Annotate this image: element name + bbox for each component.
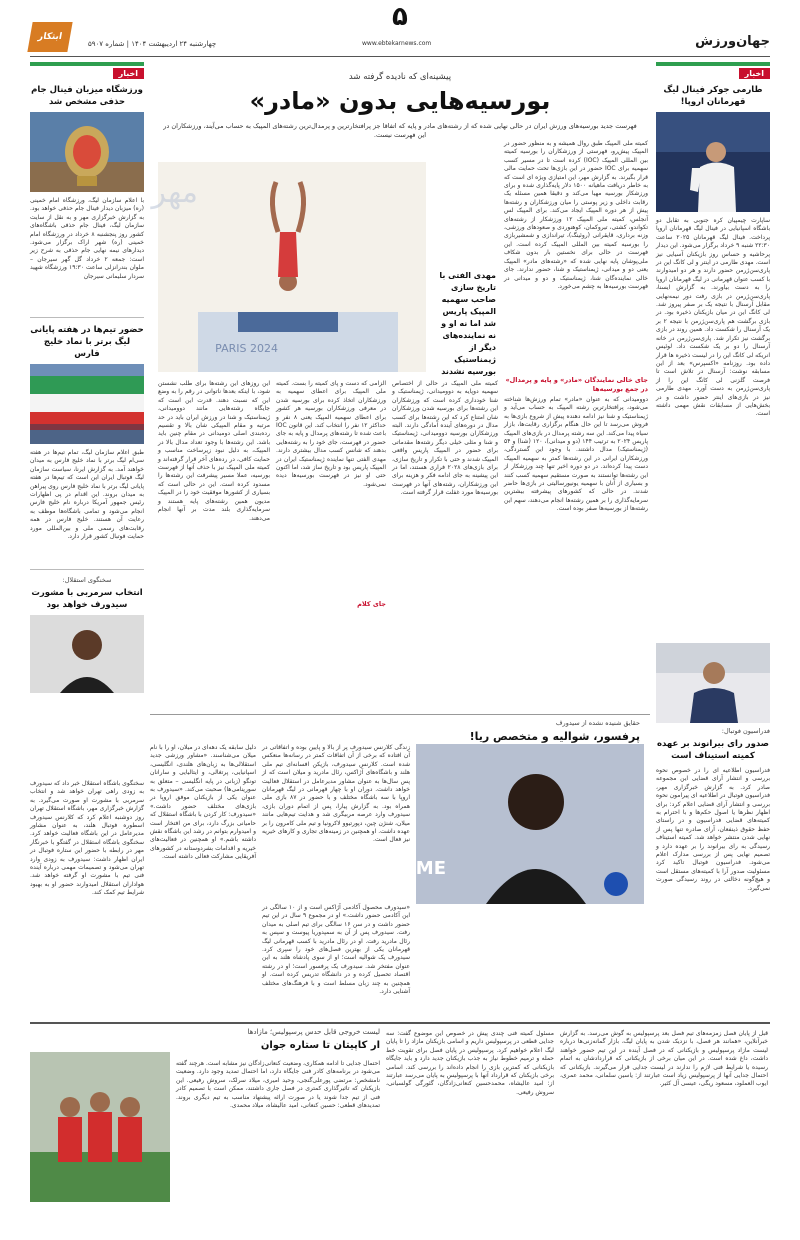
bottom-headline: ار کاپیتان تا ستاره جوان [260,1040,380,1051]
photo-welcome-text: WELCOME [343,858,446,879]
photo-persian-gulf-flag [30,364,144,444]
main-col-d: الزامی که دست و پای کمیته را بست. کمیته ملی المپیک برای اعطای سهمیه به ورزشکاران اتخاذ کرده برای بورسیه شدن در معرفی ورزشکاران بورسیه هر کشور برای اعطای سهمیه المپیک یعنی ۸ نفر و حداکثر ۱۲ نفر را انتخاب کند. این قانون IOC باعث شده تا رشته‌های پرمدال و پایه به جای حضور در فهرست، جای خود را به رشته‌هایی بدهند که شانس کسب مدال بیشتری دارند. مهدی الفتی تنها نماینده ژیمناستیک ایران در المپیک پاریس بود و تاریخ ساز شد، اما اکنون حتی او نیز در فهرست بورسیه‌ها دیده نمی‌شود. [276,380,386,488]
main-subhead-a: جای خالی نمایندگان «مادر» و پایه و پرمدال» در جمع بورسیه‌ها [505,376,648,393]
main-col-a: کمیته ملی المپیک طبق روال همیشه و به منظور حضور در المپیک پیش‌رو، فهرستی از ورزشکاران را بورسیه کمیته بین المللی المپیک (IOC) کرده است تا در مسیر کسب سهمیه برای IOC حضور در این بازی‌ها تحت حمایت مالی قرار بگیرند. به گزارش مهر، این امتیازی ویژه ای است که به خاطر دریافت ماهیانه ۱۵۰۰ دلار پایه‌گذاری شده و برای ورزشکار بورسیه مهیا می‌کند و دقیقا همین مسئله یک رقابت داخلی و زیر پوستی را میان ورزشکاران و رشته‌ها پیش از هر دوره المپیک ایجاد می‌کند. برای المپیک لس آنجلس، کمیته ملی المپیک ۱۲ ورزشکار از رشته‌های تکواندو، کشتی، تیروکمان، کوهنوردی و صعودهای ورزشی، وزنه برداری، قایقرانی (روئینگ)، تیراندازی و شمشیربازی را بورسیه کمیته بین المللی المپیک کرده است. این فهرست در حالی برای نخستین بار بدون شکاف ملی‌پوشان پایه نهایی شده که «رشته‌های مادر» المپیک یعنی دو و میدانی، ژیمناستیک و شنا، حضور ندارند. جای خالی نماینده‌گان شنا، ژیمناستیک و دو و میدانی در فهرست بورسیه‌ها به چشم می‌خورد. [504,140,649,290]
main-col-b: دوومیدانی که به عنوان «مادر» تمام ورزش‌ها شناخته می‌شود، پرافتخارترین رشته المپیک به حساب می‌آید و ژیمناستیک و شنا نیز ادامه دهنده پیش از شروع بازی‌ها به فروش می‌رسد تا این حال هنگام برگزاری رقابت‌ها، بازار سیاه پیدا می‌کند. این سه رشته پرمدال در بازی‌های المپیک پاریس ۲۰۲۴ به ترتیب ۱۴۴ (دو و میدانی)، ۱۲۰ (شنا) و ۵۴ (ژیمناستیک) مدال داشتند. با وجود این گستردگی، ورزشکاران ایرانی در این رشته‌ها کمتر به سهمیه المپیک دست پیدا کرده‌اند. در دو دوره اخیر تنها چند ورزشکار از این رشته‌ها توانستند به صورت مستقیم سهمیه کسب کنند و بسیاری از آنان با سهمیه یونیورسالیتی در بازی‌ها حاضر شدند. در حالی که کشورهای پیشرفته بیشترین سرمایه‌گذاری را بر همین رشته‌ها انجام می‌دهند، سهم این رشته‌ها از بورسیه‌ها صفر بوده است. [504,396,648,513]
feature-col-c: دلیل سابقه یک دهه‌ای در میلان، او را با نام میلان می‌شناسند. «مشاور ورزشی جدید استقلالی‌ها به زبان‌های هلندی، انگلیسی، اسپانیایی، پرتغالی، و ایتالیایی و سارانان تونگو (زبانی در پایه انگلیسی – متعلق به سورینامی‌ها) صحبت می‌کند. «سیدورف به عنوان یکی از بازیکنان موفق اروپا در بازی‌های مختلف حضور داشت.» «سیدورف: کار کردن با باشگاه استقلال که حامیانی بزرگ دارد، برای من افتخار است و امیدوارم بتوانم در رشد این باشگاه نقش داشته باشم.» او همچنین در فعالیت‌های خیریه و اقدامات بشردوستانه در کشورهای آفریقایی مشارکت فعالی داشته است. [150,744,256,861]
news-tag: اخبار [739,68,770,79]
bottom-col-b: مسئول کمیته فنی چندی پیش در خصوص این موضوع گفت: سه جدایی قطعی در پرسپولیس داریم و اسامی بازیکنان مازاد را تا پایان لیگ اعلام خواهیم کرد. پرسپولیس در پایان فصل برای تقویت خط حمله و ترمیم خطوط نیاز به جذب بازیکنان جدید دارد و باید جایگاه بازیکنانی که کمترین بازی را انجام داده‌اند را بررسی کند. اسامی برخی بازیکنان که قرارداد آنها با پرسپولیس به پایان می‌رسد عبارتند از: امید عالیشاه، محمدحسین کنعانی‌زادگان، گئورگی گولسیانی، سروش رفیعی. [386,1030,554,1096]
main-lead: فهرست جدید بورسیه‌های ورزش ایران در حالی نهایی شده که از رشته‌های مادر و پایه که اتفاقا جز پرافتخارترین و پرمدال‌ترین رشته‌های المپیک به حساب می‌آیند، ورزشکاران در این فهرست نیست. [163,122,637,139]
section-title: جهان‌ورزش [695,34,770,49]
caption-esteghlal: سخنگوی استقلال: [62,576,112,584]
photo-seedorf-welcome [343,744,644,904]
body-beiranvand: فدراسیون اطلاعیه ای را در خصوص نحوه بررسی و انتشار آرای قضایی این مجموعه صادر کرد. به گزارش خبرگزاری مهر، فدراسیون فوتبال در اطلاعیه ای پیرامون نحوه بررسی و انتشار آرای قضایی اعلام کرد: برای اظهار نظرها یا اصول حکم‌ها و با احترام به کمیته‌های قضایی فدراسیون و در راستای حفظ حقوق ذینفعان، آرای صادره تنها پس از نهایی شدن منتشر خواهد شد. کمیته استیناف رسیدگی به رای بیرانوند را بر عهده دارد و تصمیم نهایی پس از بررسی مدارک اعلام می‌شود. فدراسیون فوتبال تاکید کرد مسئولیت صدور آرا با کمیته‌های مستقل است و هیچ‌گونه دخالتی در روند رسیدگی صورت نمی‌گیرد. [656,767,770,892]
feature-col-a: زندگی کلارنس سیدورف پر از بالا و پایین بوده و اتفاقاتی در آن افتاده که برخی از آن اتفاقات کمتر در رسانه‌ها منعکس شده است. کلارنس سیدورف، بازیکن افسانه‌ای تیم ملی هلند و باشگاه‌های آژاکس، رئال مادرید و میلان است که از پس سال‌ها به عنوان مشاور مدیرعامل در استقلال فعالیت خواهد داشت. دوران او با چهار قهرمانی در لیگ قهرمانان اروپا با سه باشگاه مختلف و با حضور در ۸۷ بازی ملی همراه بود. به گزارش پیارا، پس از اتمام دوران بازی، سیدورف وارد عرصه مربیگری شد و هدایت تیم‌هایی مانند میلان، شنژن چین، دپورتیوو لاکرونیا و تیم ملی کامرون را بر عهده داشت. او همچنین در زمینه‌های تجاری و کارهای خیریه نیز فعال است. [262,744,410,844]
photo-taremi [656,112,770,212]
photo-gymnast [151,162,426,372]
body-cup-final: با اعلام سازمان لیگ، ورزشگاه امام خمینی (ره) میزبان دیدار فینال جام حذفی خواهد بود. به گزارش خبرگزاری مهر و به نقل از سایت سازمان لیگ، فینال جام حذفی باشگاه‌های کشور روز پنجشنبه ۸ خرداد در ورزشگاه امام خمینی (ره) شهر اراک برگزار می‌شود. دیدارهای نیمه نهایی جام حذفی به شرح زیر است: جمعه ۲ خرداد گل گهر سیرجان – ملوان بندرانزلی ساعت ۱۹:۳۰ ورزشگاه شهید سردار سلیمانی سیرجان [30,197,144,280]
headline-persian-gulf: حضور تیم‌ها در هفته پایانی لیگ برتر با نماد خلیج فارس [30,325,144,359]
newspaper-logo: ابتکار [27,22,72,52]
news-tag-left: اخبار [113,68,144,79]
divider-1 [30,317,144,318]
page-number: ۵ [392,2,408,32]
photo-persepolis-team [30,1052,170,1202]
body-persian-gulf: طبق اعلام سازمان لیگ، تمام تیم‌ها در هفته سی‌ام لیگ برتر با نماد خلیج فارس به میدان خواهند آمد. به گزارش ایرنا، سیاست سازمان لیگ فوتبال ایران این است که تیم‌ها در هفته پایانی لیگ برتر با نماد خلیج فارس روی پیراهن به میدان بروند. این اقدام در پی اظهارات رئیس جمهور آمریکا درباره نام خلیج فارس انجام می‌شود و تمامی باشگاه‌ها موظف به رعایت آن هستند. خلیج فارس در همه رقابت‌های رسمی ملی و بین‌المللی مورد حمایت فوتبال کشور قرار دارد. [29,449,144,541]
masthead [0,0,800,60]
bottom-col-c: احتمال جدایی تا ادامه همکاری، وضعیت کنعانی‌زادگان نیز مشابه است. هرچند گفته می‌شود در برنامه‌های کادر فنی جایگاه دارد، اما احتمال تمدید وجود دارد. وضعیت نامشخص: مرتضی پورعلی‌گنجی، وحید امیری، میلاد سرلک، سروش رفیعی. این بازیکنان که تاثیرگذاری کمتری در فصل جاری داشتند، ممکن است با تصمیم کادر فنی از تیم جدا شوند یا در صورت ارائه پیشنهاد مناسب به تیم دیگری بروند. تمدیدهای قطعی: حسین کنعانی، امید عالیشاه، میلاد محمدی. [176,1060,380,1110]
photo-logo-text: PARIS 2024 [215,342,278,355]
photo-trophy [30,112,144,192]
photo-beiranvand [656,643,770,723]
headline-taremi: طارمی جوکر فینال لیگ قهرمانان اروپا! [663,85,763,107]
headline-cup-final: ورزشگاه میزبان فینال جام حذفی مشخص شد [31,85,143,107]
headline-seedorf: انتخاب سرمربی با مشورت سیدورف خواهد بود [31,588,143,610]
left-column [30,62,144,778]
main-col-c: کمیته ملی المپیک در حالی از اختصاص سهمیه دوپایه به دوومیدانی، ژیمناستیک و شنا خودداری کرده است که ورزشکاران این رشته‌ها برای بورسیه شدن ورزشکاران شان امتناع کرد که این رشته‌ها برای کسب مدال در دوره‌های آینده آمادگی دارند. البته ورزشکاران بورسیه دوومیدانی، ژیمناستیک و شنا و مثلی خیلی دیگر رشته‌ها مقدماتی برای حضور در المپیک پاریس واقعی المپیک شدند و حتی با تکرار و تاریخ سازی، برای بازی‌های ۲۰۲۸ فراری هستند، اما در این پیشینه به جای ادامه فکر و هزینه برای این ورزشکاران، رشته‌های آنها در فهرست بورسیه‌ها مورد غفلت قرار گرفته است. [392,380,498,497]
bottom-kicker: لیست خروجی قابل حدس پرسپولیس؛ مازادها [247,1028,380,1036]
svg-text:مهر: مهر [151,175,198,210]
website-url: www.ebtekarnews.com [362,40,432,47]
main-subhead-b: جای کلام [357,600,386,608]
photo-caption-gymnast: مهدی الفتی با تاریخ سازی صاحب سهمیه المپیک پاریس شد اما نه او و نه نماینده‌های دیگر از ژیمناستیک بورسیه نشدند [439,271,496,376]
headline-beiranvand: صدور رای بیرانوند بر عهده کمیته استیناف است [656,739,770,761]
main-kicker: پیشینه‌ای که نادیده گرفته شد [348,72,452,82]
body-seedorf: سخنگوی باشگاه استقلال خبر داد که سیدورف به زودی راهی تهران خواهد شد و انتخاب سرمربی با مشورت او صورت می‌گیرد. به گزارش خبرگزاری مهر، باشگاه استقلال تهران روز دوشنبه اعلام کرد که کلارنس سیدورف اسطوره فوتبال هلند، به عنوان مشاور مدیرعامل در این باشگاه فعالیت خواهد کرد. سخنگوی باشگاه استقلال در گفتگو با خبرنگار مهر در رابطه با حضور این ستاره فوتبال در ایران اظهار داشت: سیدورف به زودی وارد تهران می‌شود و تصمیمات مهمی درباره آینده فنی تیم با مشورت او گرفته خواهد شد. هواداران استقلال امیدوارند حضور او به بهبود شرایط تیم کمک کند. [30,780,144,897]
main-col-e: این روزهای این رشته‌ها برای طلب نشستن شود، با اینکه بعدها ناتوانی در رقم را به وضع این که نسبت دهند. قدرت این است که جایگاه رشته‌هایی مانند دوومیدانی، ژیمناستیک و شنا در ورزش ایران باید در حد مرتبه و مقام المپیکی شان بالا و تقسیم رده‌بندی اصلی دومیدانی در مقام چنین باید باشد. این رشته‌ها با وجود تعداد مدال بالا در المپیک، به دلیل نبود زیرساخت مناسب و حمایت کافی، در رده‌های آخر قرار گرفته‌اند و کمیته ملی المپیک نیز با حذف آنها از فهرست بورسیه، عملا مسیر پیشرفت این رشته‌ها را مسدود کرده است. این در حالی است که بسیاری از کشورها موفقیت خود را در المپیک مدیون همین رشته‌های پایه هستند و سرمایه‌گذاری بلند مدت بر آنها انجام می‌دهند. [158,380,270,522]
issue-date: چهارشنبه ۲۴ اردیبهشت ۱۴۰۴ | شماره ۵۹۰۷ [88,40,217,48]
feature-subheading: حقایق شنیده نشده از سیدورف [555,719,640,727]
masthead-rule [30,56,770,57]
main-headline: بورسیه‌هایی بدون «مادر» [249,87,551,115]
divider-2 [30,569,144,570]
bottom-col-a: قبل از پایان فصل زمزمه‌های تیم فصل بعد پرسپولیس به گوش می‌رسد. به گزارش خبرآنلاین، «همانند هر فصل، با نزدیک شدن به پایان لیگ، بازار گمانه‌زنی‌ها درباره لیست مازاد پرسپولیس و بازیکنانی که در فصل آینده در این تیم حضور خواهند داشت، داغ شده است. در این میان برخی از بازیکنانی که قراردادشان به اتمام رسیده یا شرایط فنی لازم را ندارند در لیست جدایی قرار می‌گیرند. بازیکنانی که احتمال جدایی آنها از پرسپولیس زیاد است عبارتند از: یاسین سلمانی، محمد عمری، ایوب العملود، مسعود ریگی، عیسی آل کثیر. [560,1030,768,1088]
feature-headline: پرفسور، شوالیه و متخصص ریا! [469,730,640,743]
caption-federation: فدراسیون فوتبال: [721,727,770,735]
photo-seedorf-small [30,615,144,693]
feature-col-b: «سیدورف محصول آکادمی آژاکس است و از ۱۰ سالگی در این آکادمی حضور داشت.» او در مجموع ۹ سال در این تیم حضور داشت و در سن ۱۶ سالگی برای تیم اصلی به میدان رفت. سیدورف پس از آن به سمپدوریا پیوست و سپس به رئال مادرید رفت. او در رئال مادرید با کسب قهرمانی لیگ قهرمانان یکی از بهترین فصل‌های خود را سپری کرد. سیدورف یک شوالیه است؛ او از سوی پادشاه هلند به این عنوان مفتخر شد. سیدورف یک پرفسور است؛ او در رشته اقتصاد تحصیل کرده و در دانشگاه تدریس کرده است. او همچنین به چند زبان مسلط است و با فرهنگ‌های مختلف آشنایی دارد. [262,904,410,996]
body-taremi: ساپارت چیمپیان کره جنوبی به تقابل دو باشگاه اسپانیایی در فینال لیگ قهرمانان اروپا پرداخت. فینال لیگ قهرمانان ۲۰۲۵ ساعت ۲۲:۳۰ شنبه ۹ خرداد برگزار می‌شود. این دیدار پرحاشیه و حساس روز بازیکنان آسیایی نیز است. مهدی طارمی در اینتر و لی کانگ این در پاری‌سن‌ژرمن حضور دارند و هر دو امیدوارند با کسب عنوان قهرمانی در لیگ قهرمانان اروپا را به دست بیاورند. به گزارش ایسنا، پاری‌سن‌ژرمن در بازی رفت دور نیمه‌نهایی مقابل آرسنال با نتیجه یک بر صفر پیروز شد. لی کانگ این در میان بازیکنان ذخیره بود. در بازی برگشت هم پاری‌سن‌ژرمن با نتیجه ۲ بر یک آرسنال را شکست داد. همین روند در بازی برگشت نیز تکرار شد. پاری‌سن‌ژرمن در خانه آرسنال را دو بر یک شکست داد. لوئیس انریکه لی کانگ این را در لیست ذخیره ها قرار داده بود. روزنامه «اکسپرس» بعد از این مسابقه نوشت: آرسنال در تلاش است تا فرصت گلزنی لی کانگ این را از پاری‌سن‌ژرمن به دست آورد. مهدی طارمی نیز در بازی‌های اینتر حضور داشت و در بخش‌هایی از مسابقات نقش مهمی داشته است. [655,217,771,418]
